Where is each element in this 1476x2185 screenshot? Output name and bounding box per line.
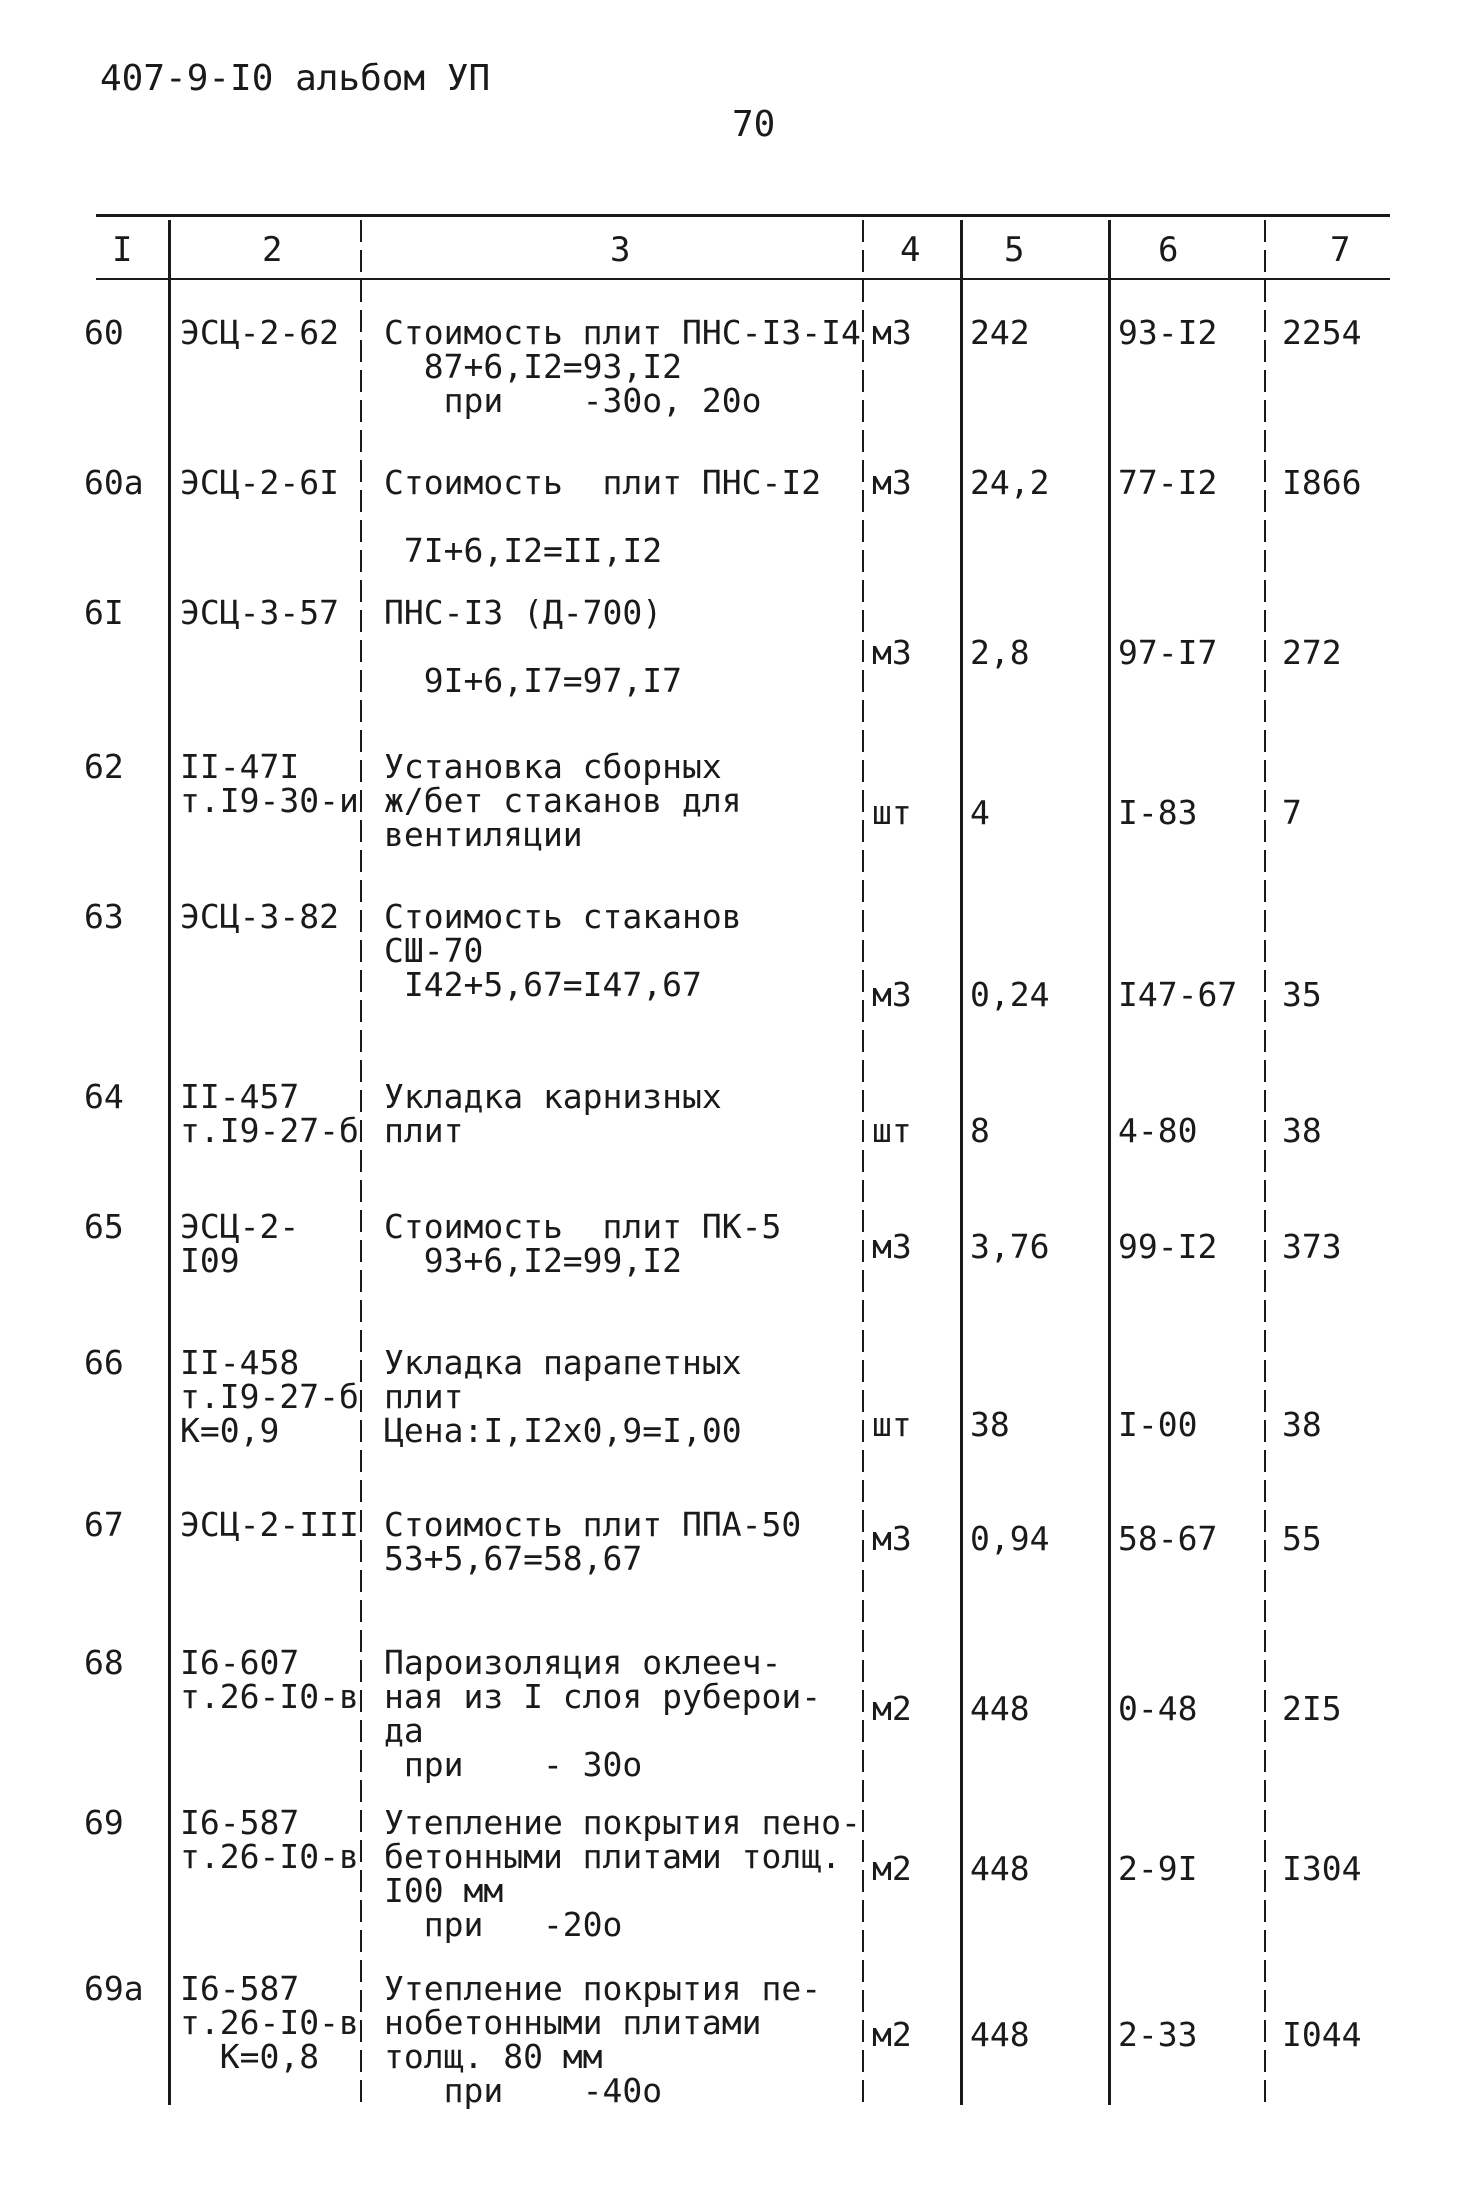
- total-cost: 2I5: [1282, 1689, 1342, 1728]
- work-description-line: вентиляции: [384, 815, 583, 854]
- total-cost: 35: [1282, 975, 1322, 1014]
- quantity: 2,8: [970, 633, 1030, 672]
- quantity: 242: [970, 313, 1030, 352]
- work-description-line: ная из I слоя руберои-: [384, 1677, 822, 1716]
- quantity: 448: [970, 1849, 1030, 1888]
- row-number: 60: [84, 313, 124, 352]
- table-header-rule: [96, 278, 1390, 280]
- work-description-line: [384, 500, 821, 534]
- work-description-line: Стоимость плит ППА-50: [384, 1505, 802, 1544]
- unit: м3: [872, 633, 912, 672]
- work-description-line: I42+5,67=I47,67: [384, 965, 702, 1004]
- norm-code: [180, 1207, 300, 1280]
- total-cost: 38: [1282, 1111, 1322, 1150]
- column-divider: [168, 220, 171, 2105]
- norm-code-line: т.26-I0-в: [180, 1837, 359, 1876]
- work-description-line: Укладка карнизных: [384, 1077, 722, 1116]
- work-description-line: Утепление покрытия пено-: [384, 1803, 861, 1842]
- work-description-line: Укладка парапетных: [384, 1343, 742, 1382]
- work-description-line: 9I+6,I7=97,I7: [384, 661, 683, 700]
- column-header-3: 3: [610, 230, 631, 270]
- work-description-line: Пароизоляция оклееч-: [384, 1643, 782, 1682]
- work-description-line: Цена:I,I2x0,9=I,00: [384, 1411, 742, 1450]
- norm-code: [180, 593, 339, 632]
- unit: шт: [872, 1111, 912, 1150]
- work-description: [384, 1643, 822, 1784]
- work-description-line: плит: [384, 1111, 464, 1150]
- norm-code-line: т.26-I0-в: [180, 1677, 359, 1716]
- work-description: [384, 1969, 822, 2110]
- norm-code: [180, 1077, 359, 1150]
- total-cost: I044: [1282, 2015, 1362, 2054]
- quantity: 38: [970, 1405, 1010, 1444]
- norm-code-line: ЭСЦ-2-62: [180, 313, 339, 352]
- quantity: 0,94: [970, 1519, 1050, 1558]
- work-description-line: при -20о: [384, 1905, 623, 1944]
- quantity: 8: [970, 1111, 990, 1150]
- unit-price: 99-I2: [1118, 1227, 1218, 1266]
- unit: м3: [872, 463, 912, 502]
- work-description-line: бетонными плитами толщ.: [384, 1837, 841, 1876]
- total-cost: 373: [1282, 1227, 1342, 1266]
- document-id: 407-9-I0 альбом УП: [100, 58, 491, 99]
- work-description-line: ж/бет стаканов для: [384, 781, 742, 820]
- table-top-rule: [96, 214, 1390, 217]
- column-header-1: I: [112, 230, 133, 270]
- column-header-5: 5: [1004, 230, 1025, 270]
- norm-code: [180, 1969, 359, 2076]
- column-divider: [960, 220, 963, 2105]
- column-header-7: 7: [1330, 230, 1351, 270]
- norm-code-line: I6-607: [180, 1643, 300, 1682]
- total-cost: 7: [1282, 793, 1302, 832]
- work-description-line: при -30о, 20о: [384, 381, 762, 420]
- unit-price: 4-80: [1118, 1111, 1198, 1150]
- quantity: 448: [970, 2015, 1030, 2054]
- norm-code: [180, 897, 339, 936]
- unit-price: I-83: [1118, 793, 1198, 832]
- page-number: 70: [732, 104, 776, 145]
- unit-price: 77-I2: [1118, 463, 1218, 502]
- row-number: 67: [84, 1505, 124, 1544]
- unit-price: 2-9I: [1118, 1849, 1198, 1888]
- work-description: [384, 1803, 861, 1944]
- norm-code-line: K=0,8: [180, 2037, 320, 2076]
- total-cost: 38: [1282, 1405, 1322, 1444]
- quantity: 24,2: [970, 463, 1050, 502]
- unit: м3: [872, 1227, 912, 1266]
- work-description-line: Стоимость плит ПНС-I2: [384, 463, 822, 502]
- work-description: [384, 1077, 722, 1150]
- norm-code-line: I6-587: [180, 1969, 300, 2008]
- work-description-line: нобетонными плитами: [384, 2003, 762, 2042]
- norm-code: [180, 747, 359, 820]
- column-divider: [1108, 220, 1111, 2105]
- unit-price: 2-33: [1118, 2015, 1198, 2054]
- total-cost: 2254: [1282, 313, 1362, 352]
- unit: м2: [872, 1849, 912, 1888]
- norm-code-line: I09: [180, 1241, 240, 1280]
- unit-price: 97-I7: [1118, 633, 1218, 672]
- unit: м3: [872, 1519, 912, 1558]
- column-header-6: 6: [1158, 230, 1179, 270]
- row-number: 69: [84, 1803, 124, 1842]
- work-description-line: I00 мм: [384, 1871, 504, 1910]
- work-description-line: при - 30о: [384, 1745, 643, 1784]
- work-description: [384, 897, 742, 1004]
- work-description: [384, 747, 742, 854]
- norm-code-line: K=0,9: [180, 1411, 280, 1450]
- work-description: [384, 593, 683, 700]
- row-number: 66: [84, 1343, 124, 1382]
- unit: м2: [872, 1689, 912, 1728]
- norm-code: [180, 1505, 359, 1544]
- work-description-line: Стоимость стаканов: [384, 897, 742, 936]
- total-cost: I304: [1282, 1849, 1362, 1888]
- work-description-line: Стоимость плит ПНС-I3-I4: [384, 313, 861, 352]
- unit-price: 0-48: [1118, 1689, 1198, 1728]
- row-number: 64: [84, 1077, 124, 1116]
- norm-code-line: I6-587: [180, 1803, 300, 1842]
- work-description-line: толщ. 80 мм: [384, 2037, 603, 2076]
- work-description-line: СШ-70: [384, 931, 484, 970]
- norm-code-line: ЭСЦ-2-III: [180, 1505, 359, 1544]
- unit: м3: [872, 975, 912, 1014]
- norm-code: [180, 313, 339, 352]
- work-description-line: при -40о: [384, 2071, 663, 2110]
- row-number: 63: [84, 897, 124, 936]
- quantity: 3,76: [970, 1227, 1050, 1266]
- total-cost: 272: [1282, 633, 1342, 672]
- unit-price: I-00: [1118, 1405, 1198, 1444]
- column-header-2: 2: [262, 230, 283, 270]
- quantity: 448: [970, 1689, 1030, 1728]
- total-cost: 55: [1282, 1519, 1322, 1558]
- work-description-line: 7I+6,I2=II,I2: [384, 531, 663, 570]
- work-description: [384, 313, 861, 420]
- norm-code: [180, 463, 339, 502]
- work-description-line: 53+5,67=58,67: [384, 1539, 643, 1578]
- work-description: [384, 1343, 742, 1450]
- work-description-line: 87+6,I2=93,I2: [384, 347, 683, 386]
- unit: шт: [872, 1405, 912, 1444]
- unit: шт: [872, 793, 912, 832]
- norm-code: [180, 1803, 359, 1876]
- unit-price: I47-67: [1118, 975, 1238, 1014]
- row-number: 62: [84, 747, 124, 786]
- quantity: 4: [970, 793, 990, 832]
- norm-code-line: II-47I: [180, 747, 300, 786]
- work-description-line: Установка сборных: [384, 747, 722, 786]
- column-header-4: 4: [900, 230, 921, 270]
- norm-code-line: II-457: [180, 1077, 300, 1116]
- norm-code-line: ЭСЦ-3-57: [180, 593, 339, 632]
- norm-code-line: ЭСЦ-2-: [180, 1207, 300, 1246]
- unit-price: 58-67: [1118, 1519, 1218, 1558]
- column-divider: [360, 220, 362, 2105]
- work-description-line: [384, 630, 682, 664]
- norm-code-line: ЭСЦ-2-6I: [180, 463, 339, 502]
- work-description-line: Стоимость плит ПК-5: [384, 1207, 782, 1246]
- quantity: 0,24: [970, 975, 1050, 1014]
- column-divider: [862, 220, 864, 2105]
- norm-code: [180, 1343, 359, 1450]
- norm-code-line: т.I9-27-б: [180, 1377, 359, 1416]
- work-description-line: 93+6,I2=99,I2: [384, 1241, 683, 1280]
- norm-code-line: т.26-I0-в: [180, 2003, 359, 2042]
- row-number: 65: [84, 1207, 124, 1246]
- work-description-line: плит: [384, 1377, 464, 1416]
- work-description: [384, 463, 822, 570]
- unit: м3: [872, 313, 912, 352]
- work-description: [384, 1207, 782, 1280]
- unit: м2: [872, 2015, 912, 2054]
- work-description-line: Утепление покрытия пе-: [384, 1969, 822, 2008]
- row-number: 60а: [84, 463, 144, 502]
- norm-code-line: ЭСЦ-3-82: [180, 897, 339, 936]
- work-description: [384, 1505, 802, 1578]
- unit-price: 93-I2: [1118, 313, 1218, 352]
- norm-code-line: т.I9-27-б: [180, 1111, 359, 1150]
- row-number: 68: [84, 1643, 124, 1682]
- row-number: 6I: [84, 593, 124, 632]
- norm-code: [180, 1643, 359, 1716]
- total-cost: I866: [1282, 463, 1362, 502]
- row-number: 69а: [84, 1969, 144, 2008]
- work-description-line: да: [384, 1711, 424, 1750]
- norm-code-line: II-458: [180, 1343, 300, 1382]
- norm-code-line: т.I9-30-и: [180, 781, 359, 820]
- work-description-line: ПНС-I3 (Д-700): [384, 593, 663, 632]
- column-divider: [1264, 220, 1266, 2105]
